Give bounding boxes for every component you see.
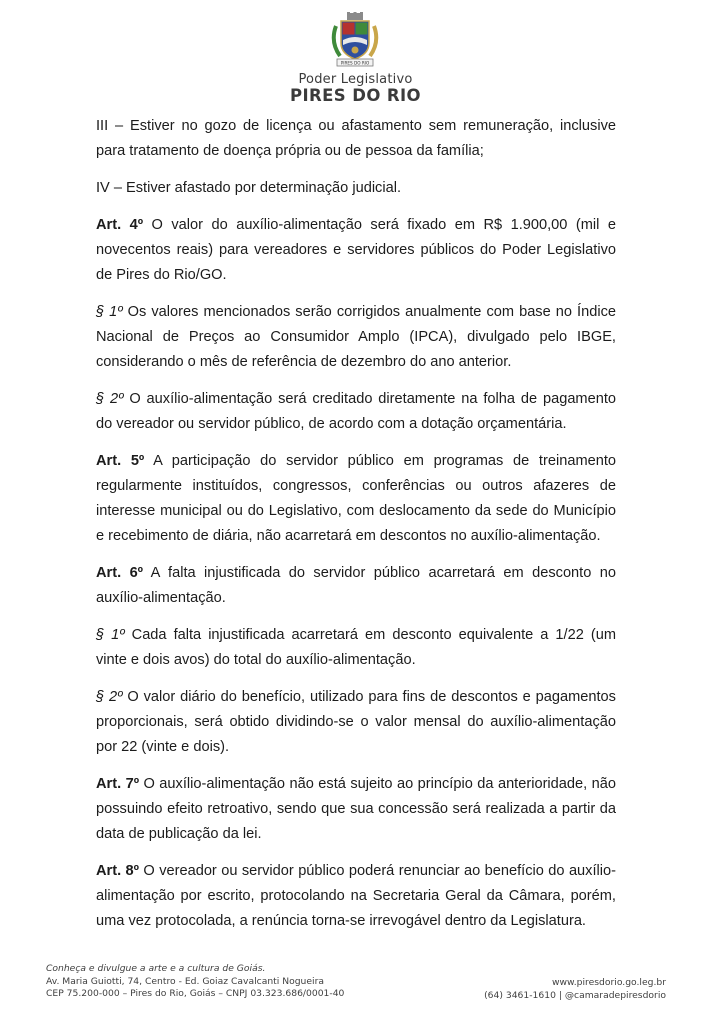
footer-address-block	[46, 963, 426, 1001]
paragraph-text: Cada falta injustificada acarretará em desconto equivalente a 1/22 (um vinte e dois avos) do total do auxílio-alimentação.	[96, 627, 617, 668]
article-6-paragraph-1	[96, 623, 616, 673]
crest-banner-text: PIRES DO RIO	[340, 60, 370, 66]
clause-iv: IV – Estiver afastado por determinação judicial.	[96, 180, 402, 196]
article-4-paragraph-1	[96, 300, 616, 375]
org-name: PIRES DO RIO	[290, 86, 421, 105]
paragraph-text: Os valores mencionados serão corrigidos anualmente com base no Índice Nacional de Preços ao Consumidor Amplo (IPCA), divulgado pelo IBGE, considerando o mês de referência de dezembro do ano anterior.	[96, 304, 616, 370]
municipal-coat-of-arms-icon	[328, 12, 382, 68]
footer-tagline: Conheça e divulgue a arte e a cultura de Goiás.	[46, 963, 266, 974]
article-4-label: Art. 4º	[96, 217, 144, 233]
article-5-label: Art. 5º	[96, 453, 145, 469]
article-4	[96, 213, 616, 288]
article-8-text: O vereador ou servidor público poderá renunciar ao benefício do auxílio-alimentação por escrito, protocolando na Secretaria Geral da Câmara, porém, uma vez protocolada, a renúncia torna-se irrevogável dentro da Legislatura.	[96, 863, 616, 929]
footer-website[interactable]: www.piresdorio.go.leg.br	[552, 977, 666, 988]
article-5	[96, 449, 616, 549]
paragraph-text: O auxílio-alimentação será creditado diretamente na folha de pagamento do vereador ou servidor público, de acordo com a dotação orçamentária.	[96, 391, 616, 432]
paragraph-label: § 2º	[96, 689, 123, 705]
article-6-label: Art. 6º	[96, 565, 144, 581]
footer-phone-social: (64) 3461-1610 | @camaradepiresdorio	[484, 989, 666, 1001]
org-subtitle: Poder Legislativo	[298, 72, 413, 87]
paragraph-label: § 2º	[96, 391, 124, 407]
paragraph-label: § 1º	[96, 304, 123, 320]
article-7-label: Art. 7º	[96, 776, 140, 792]
article-7-text: O auxílio-alimentação não está sujeito ao princípio da anterioridade, não possuindo efeito retroativo, sendo que sua concessão será realizada a partir da data de publicação da lei.	[96, 776, 616, 842]
article-4-text: O valor do auxílio-alimentação será fixado em R$ 1.900,00 (mil e novecentos reais) para vereadores e servidores públicos do Poder Legislativo de Pires do Rio/GO.	[96, 217, 616, 283]
article-6-text: A falta injustificada do servidor público acarretará em desconto no auxílio-alimentação.	[96, 565, 617, 606]
article-5-text: A participação do servidor público em programas de treinamento regularmente instituídos, congressos, conferências ou outros afazeres de interesse municipal ou do Legislativo, com deslocamento da sede do Município e recebimento de diária, não acarretará em descontos no auxílio-alimentação.	[96, 453, 617, 544]
article-7	[96, 772, 616, 847]
footer-cep-cnpj: CEP 75.200-000 – Pires do Rio, Goiás – CNPJ 03.323.686/0001-40	[46, 988, 345, 999]
clause-iii: III – Estiver no gozo de licença ou afastamento sem remuneração, inclusive para tratamento de doença própria ou de pessoa da família;	[96, 118, 616, 159]
footer-address: Av. Maria Guiotti, 74, Centro - Ed. Goiaz Cavalcanti Nogueira	[46, 975, 324, 987]
article-6-paragraph-2	[96, 685, 616, 760]
article-8-label: Art. 8º	[96, 863, 139, 879]
article-8	[96, 859, 616, 934]
article-6	[96, 561, 616, 611]
paragraph-text: O valor diário do benefício, utilizado para fins de descontos e pagamentos proporcionais, será obtido dividindo-se o valor mensal do auxílio-alimentação por 22 (vinte e dois).	[96, 689, 616, 755]
paragraph-label: § 1º	[96, 627, 125, 643]
footer-contact-block	[406, 977, 666, 1002]
document-body	[96, 114, 616, 946]
article-4-paragraph-2	[96, 387, 616, 437]
